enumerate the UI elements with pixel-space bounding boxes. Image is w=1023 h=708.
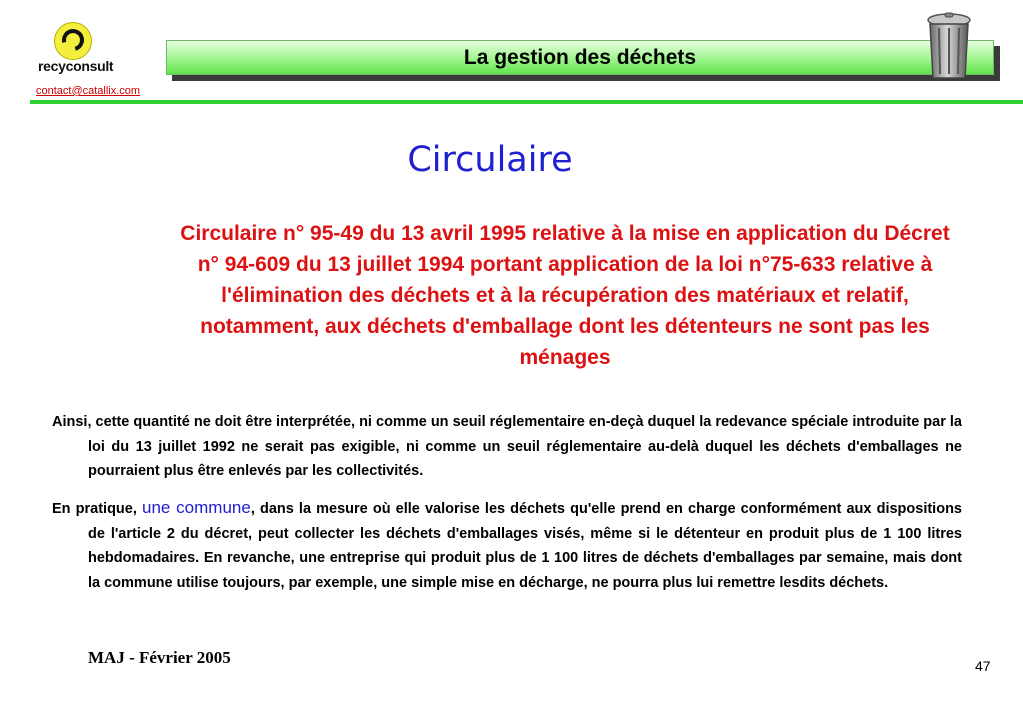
paragraph-start: En pratique,	[52, 501, 142, 517]
paragraph-en-pratique	[52, 496, 962, 595]
circular-reference-title: Circulaire n° 95-49 du 13 avril 1995 relative à la mise en application du Décret n° 94-609 du 13 juillet 1994 portant application de la loi n°75-633 relative à l'élimination des déchets et à la récupération des matériaux et relatif, notamment, aux déchets d'emballage dont les détenteurs ne sont pas les ménages	[180, 222, 950, 369]
page-number: 47	[975, 658, 991, 674]
header-divider	[30, 100, 1023, 104]
paragraph-ainsi: Ainsi, cette quantité ne doit être interprétée, ni comme un seuil réglementaire en-deçà duquel la redevance spéciale introduite par la loi du 13 juillet 1992 ne serait pas exigible, ni comme un seuil réglementaire au-delà duquel les déchets d'emballages ne pourraient plus être enlevés par les collectivités.	[52, 414, 962, 479]
logo-mark-icon	[54, 22, 92, 60]
paragraph-rest: , dans la mesure où elle valorise les déchets qu'elle prend en charge conformément aux dispositions de l'article 2 du décret, peut collecter les déchets d'emballages visés, même si le détenteur en produit plus de 1 100 litres hebdomadaires. En revanche, une entreprise qui produit plus de 1 100 litres de déchets d'emballages par semaine, mais dont la commune utilise toujours, par exemple, une simple mise en décharge, ne pourra plus lui remettre lesdits déchets.	[88, 501, 962, 591]
slide-heading: Circulaire	[407, 140, 573, 180]
logo-text: recyconsult	[38, 58, 114, 74]
contact-email-link[interactable]: contact@catallix.com	[36, 85, 141, 97]
banner-title: La gestion des déchets	[463, 46, 697, 69]
recyconsult-logo	[34, 22, 134, 82]
title-banner	[166, 40, 994, 75]
highlight-une-commune: une commune	[142, 498, 251, 517]
footer-date: MAJ - Février 2005	[88, 648, 231, 667]
trash-can-icon	[925, 12, 973, 82]
